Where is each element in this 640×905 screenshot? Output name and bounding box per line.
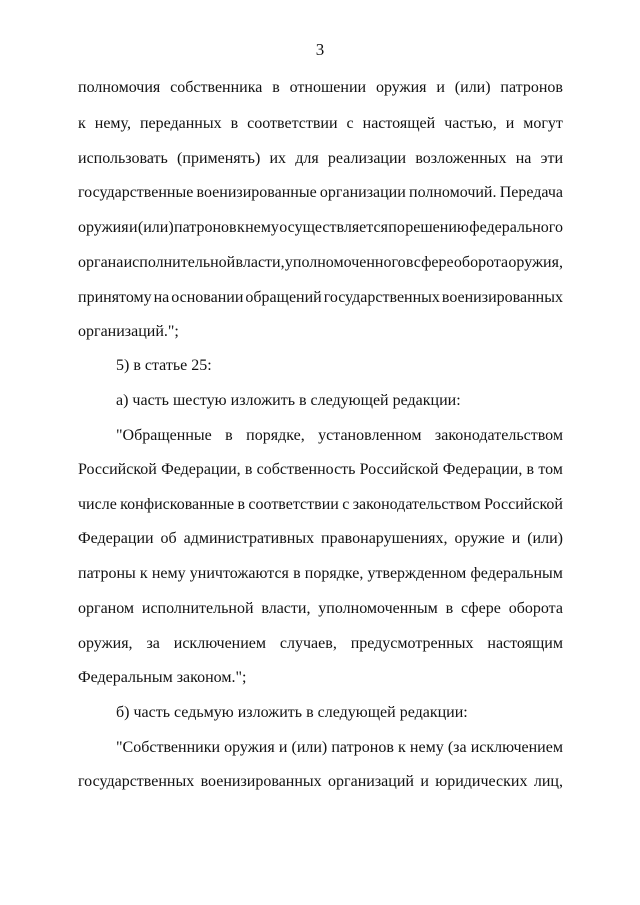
word: к xyxy=(139,565,148,582)
word: законодательством xyxy=(352,496,481,513)
word: Российской xyxy=(484,496,563,513)
word: и xyxy=(436,79,445,96)
word: военизированных xyxy=(441,289,563,306)
word: в xyxy=(272,79,280,96)
page-number: 3 xyxy=(315,40,325,59)
word: частью, xyxy=(444,115,497,132)
word: (или) xyxy=(137,219,174,236)
word: патронов xyxy=(174,219,237,236)
word: настоящим xyxy=(487,635,563,652)
word: власти, xyxy=(235,254,285,271)
word: юридических xyxy=(435,773,528,790)
word: исключением xyxy=(173,635,267,652)
word: оружия, xyxy=(78,635,133,652)
word: в xyxy=(244,461,253,478)
word: законодательством xyxy=(434,427,563,444)
text-line xyxy=(78,253,563,273)
word: патронов xyxy=(331,739,394,756)
word: военизированных xyxy=(200,773,322,790)
word: решению xyxy=(405,219,469,236)
word: утвержденном xyxy=(367,565,467,582)
word: (применять) xyxy=(177,150,261,167)
word: нему xyxy=(245,219,279,236)
text-line xyxy=(78,599,563,619)
word: на xyxy=(515,150,532,167)
word: отношении xyxy=(289,79,367,96)
word: государственных xyxy=(78,773,195,790)
word: исключением xyxy=(470,739,563,756)
word: нему, xyxy=(94,115,131,132)
text-line xyxy=(78,564,563,584)
word: полномочия xyxy=(78,79,161,96)
text-line xyxy=(78,114,563,134)
word: и xyxy=(505,115,515,132)
word: том xyxy=(538,461,563,478)
word: случаев, xyxy=(279,635,337,652)
word: эти xyxy=(540,150,563,167)
text-line xyxy=(78,772,563,792)
text-line: а) часть шестую изложить в следующей редакции: xyxy=(116,392,461,409)
word: "Обращенные xyxy=(116,427,212,444)
word: основании xyxy=(171,289,244,306)
text-line xyxy=(78,288,563,308)
word: и xyxy=(511,530,521,547)
word: исполнительной xyxy=(141,600,254,617)
word: с xyxy=(342,496,350,513)
word: в xyxy=(230,115,239,132)
word: власти, xyxy=(261,600,311,617)
word: возложенных xyxy=(415,150,507,167)
word: предусмотренных xyxy=(350,635,474,652)
word: уполномоченным xyxy=(318,600,438,617)
word: соответствии xyxy=(248,496,339,513)
word: оборота xyxy=(453,254,509,271)
word: их xyxy=(269,150,287,167)
text-line xyxy=(78,460,563,480)
word: принятому xyxy=(78,289,152,306)
word: порядке, xyxy=(246,427,305,444)
text-line: организаций."; xyxy=(78,323,179,340)
word: организаций xyxy=(328,773,414,790)
word: государственные xyxy=(78,184,194,201)
text-line: б) часть седьмую изложить в следующей редакции: xyxy=(116,704,468,721)
word: осуществляется xyxy=(279,219,388,236)
word: лиц, xyxy=(533,773,563,790)
word: собственника xyxy=(170,79,263,96)
text-line xyxy=(78,149,563,169)
word: в xyxy=(237,496,246,513)
word: могут xyxy=(523,115,563,132)
word: федеральным xyxy=(470,565,563,582)
word: в xyxy=(405,254,414,271)
word: настоящей xyxy=(362,115,436,132)
word: и xyxy=(420,773,429,790)
word: с xyxy=(346,115,354,132)
word: уполномоченного xyxy=(284,254,406,271)
word: федерального xyxy=(469,219,563,236)
text-line: 5) в статье 25: xyxy=(116,357,212,374)
text-line xyxy=(78,78,563,98)
word: конфискованные xyxy=(120,496,235,513)
word: за xyxy=(146,635,160,652)
word: (или) xyxy=(291,739,328,756)
word: оружия, xyxy=(508,254,563,271)
word: к xyxy=(236,219,245,236)
word: сфере xyxy=(461,600,501,617)
word: (за xyxy=(447,739,467,756)
word: собственность xyxy=(256,461,356,478)
word: в xyxy=(526,461,535,478)
word: организации xyxy=(319,184,406,201)
word: патроны xyxy=(78,565,136,582)
word: Передача xyxy=(499,184,563,201)
word: оружия xyxy=(375,79,427,96)
word: Российской xyxy=(78,461,157,478)
word: военизированные xyxy=(196,184,317,201)
word: нему xyxy=(409,739,444,756)
word: оружие xyxy=(454,530,505,547)
word: "Собственники xyxy=(116,739,221,756)
word: для xyxy=(295,150,319,167)
word: нему xyxy=(151,565,186,582)
word: в xyxy=(445,600,454,617)
text-line xyxy=(78,183,563,203)
text-line xyxy=(78,634,563,654)
word: к xyxy=(78,115,86,132)
text-line xyxy=(116,426,563,446)
word: полномочий. xyxy=(409,184,497,201)
word: патронов xyxy=(500,79,563,96)
word: органом xyxy=(78,600,135,617)
word: оружия xyxy=(224,739,275,756)
word: Федерации, xyxy=(161,461,241,478)
word: переданных xyxy=(139,115,222,132)
word: (или) xyxy=(454,79,491,96)
word: реализации xyxy=(327,150,407,167)
word: соответствии xyxy=(247,115,338,132)
word: в xyxy=(225,427,233,444)
word: числе xyxy=(78,496,117,513)
word: государственных xyxy=(323,289,440,306)
word: установленном xyxy=(318,427,422,444)
word: Федерации xyxy=(78,530,154,547)
word: (или) xyxy=(527,530,563,547)
word: на xyxy=(153,289,170,306)
word: по xyxy=(388,219,405,236)
word: оборота xyxy=(508,600,563,617)
word: исполнительной xyxy=(123,254,236,271)
word: об xyxy=(160,530,177,547)
word: в xyxy=(293,565,301,582)
word: порядке, xyxy=(304,565,364,582)
text-line: Федеральным законом."; xyxy=(78,669,247,686)
text-line xyxy=(78,495,563,515)
word: Российской xyxy=(359,461,439,478)
word: органа xyxy=(78,254,124,271)
word: Федерации, xyxy=(442,461,523,478)
word: использовать xyxy=(78,150,168,167)
text-line xyxy=(78,529,563,549)
word: уничтожаются xyxy=(189,565,289,582)
word: административных xyxy=(183,530,315,547)
word: правонарушениях, xyxy=(321,530,448,547)
word: и xyxy=(128,219,138,236)
text-line xyxy=(78,218,563,238)
word: обращений xyxy=(245,289,322,306)
word: и xyxy=(278,739,288,756)
word: сфере xyxy=(413,254,454,271)
word: к xyxy=(398,739,406,756)
text-line xyxy=(116,738,563,758)
word: оружия xyxy=(78,219,129,236)
